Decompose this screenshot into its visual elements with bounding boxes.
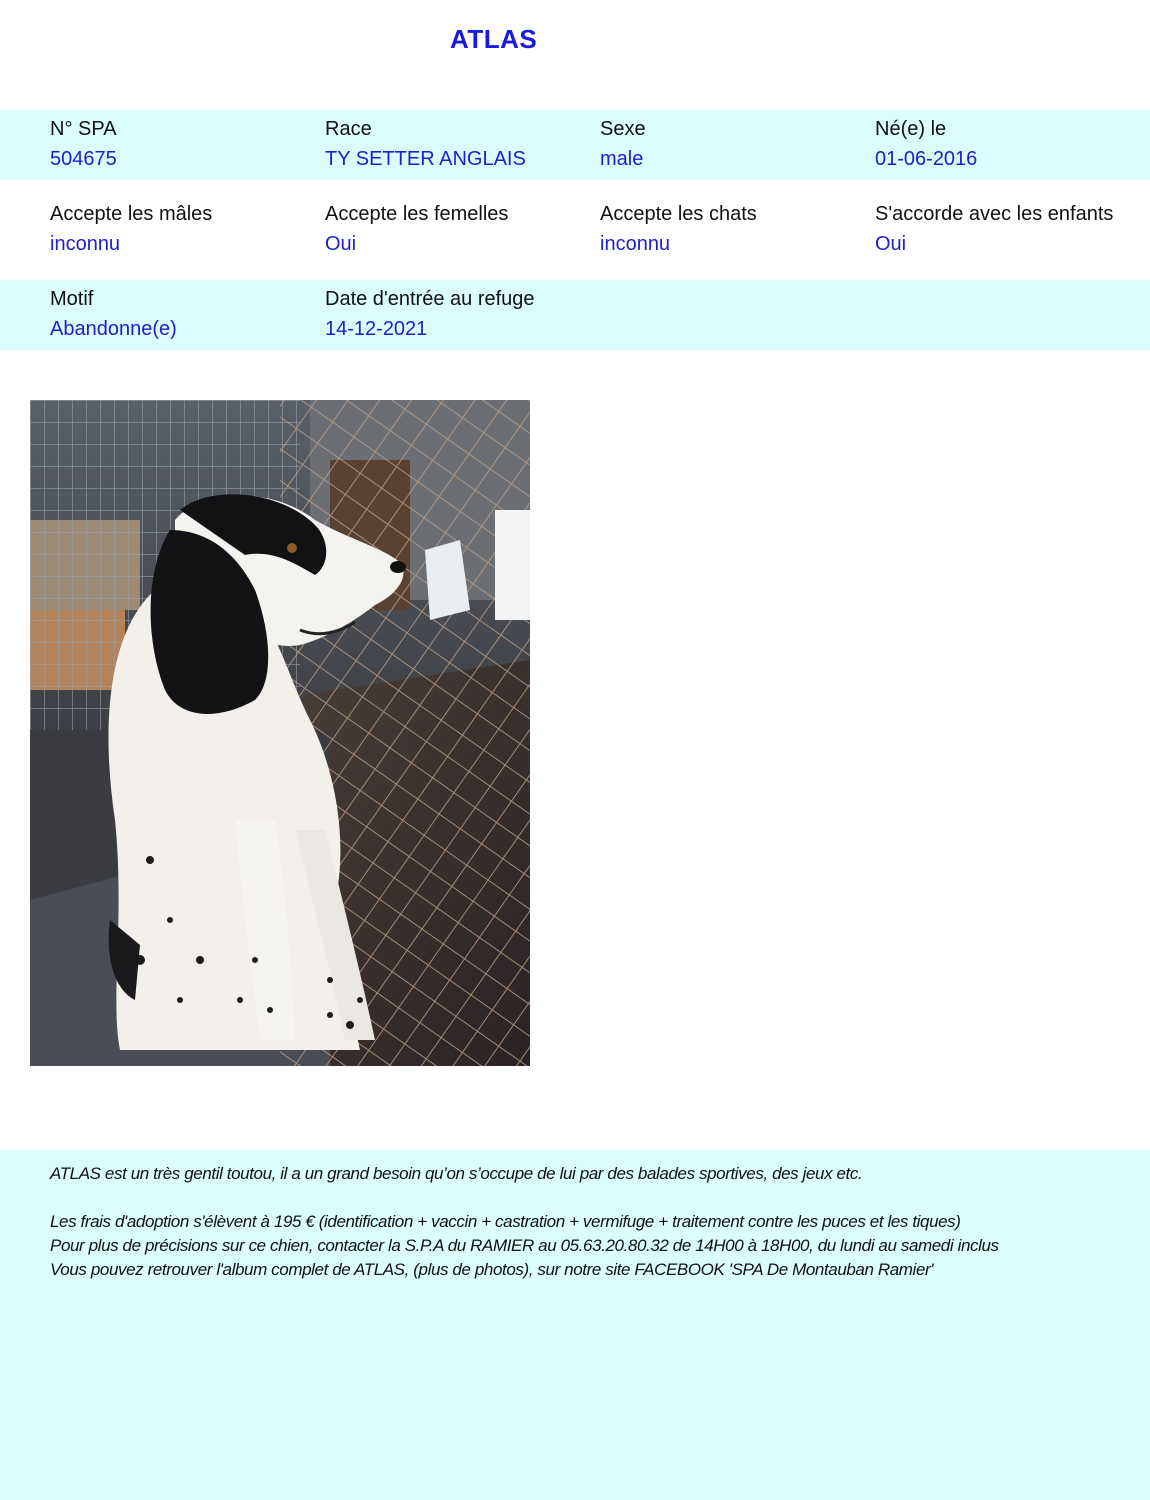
reason-value: Abandonne(e): [50, 318, 177, 340]
race-value: TY SETTER ANGLAIS: [325, 148, 526, 170]
accepts-females-field: [325, 202, 508, 256]
birth-date-label: Né(e) le: [875, 118, 947, 140]
sex-value: male: [600, 148, 644, 170]
intake-date-label: Date d'entrée au refuge: [325, 288, 535, 310]
accepts-males-field: [50, 202, 212, 256]
reason-label: Motif: [50, 288, 94, 310]
spa-number-field: [50, 117, 117, 171]
race-field: [325, 117, 526, 171]
intake-date-value: 14-12-2021: [325, 318, 428, 340]
good-with-kids-value: Oui: [875, 233, 907, 255]
animal-name-title: ATLAS: [450, 24, 538, 54]
dog-photo: [30, 400, 530, 1066]
sex-label: Sexe: [600, 118, 646, 140]
accepts-males-label: Accepte les mâles: [50, 203, 213, 225]
birth-date-field: [875, 117, 977, 171]
info-row-intake: [0, 280, 1150, 350]
spa-number-label: N° SPA: [50, 118, 117, 140]
sex-field: [600, 117, 646, 171]
accepts-females-label: Accepte les femelles: [325, 203, 509, 225]
reason-field: [50, 287, 177, 341]
spa-number-value: 504675: [50, 148, 117, 170]
accepts-cats-value: inconnu: [600, 233, 671, 255]
race-label: Race: [325, 118, 372, 140]
good-with-kids-label: S'accorde avec les enfants: [875, 203, 1114, 225]
birth-date-value: 01-06-2016: [875, 148, 978, 170]
accepts-females-value: Oui: [325, 233, 357, 255]
accepts-males-value: inconnu: [50, 233, 121, 255]
description-text: ATLAS est un très gentil toutou, il a un grand besoin qu’on s’occupe de lui par des balades sportives, des jeux etc.: [50, 1164, 863, 1183]
accepts-cats-label: Accepte les chats: [600, 203, 757, 225]
accepts-cats-field: [600, 202, 757, 256]
info-row-identity: [0, 110, 1150, 180]
good-with-kids-field: [875, 202, 1113, 256]
facebook-album-text: Vous pouvez retrouver l'album complet de ATLAS, (plus de photos), sur notre site FACEBOOK 'SPA De Montauban Ramier': [50, 1260, 934, 1279]
intake-date-field: [325, 287, 535, 341]
contact-info-text: Pour plus de précisions sur ce chien, contacter la S.P.A du RAMIER au 05.63.20.80.32 de 14H00 à 18H00, du lundi au samedi inclus: [50, 1236, 999, 1255]
info-row-compatibility: [0, 180, 1150, 280]
description-panel: [0, 1150, 1150, 1500]
adoption-fees-text: Les frais d'adoption s'élèvent à 195 € (identification + vaccin + castration + vermifuge + traitement contre les puces et les tiques): [50, 1212, 961, 1231]
